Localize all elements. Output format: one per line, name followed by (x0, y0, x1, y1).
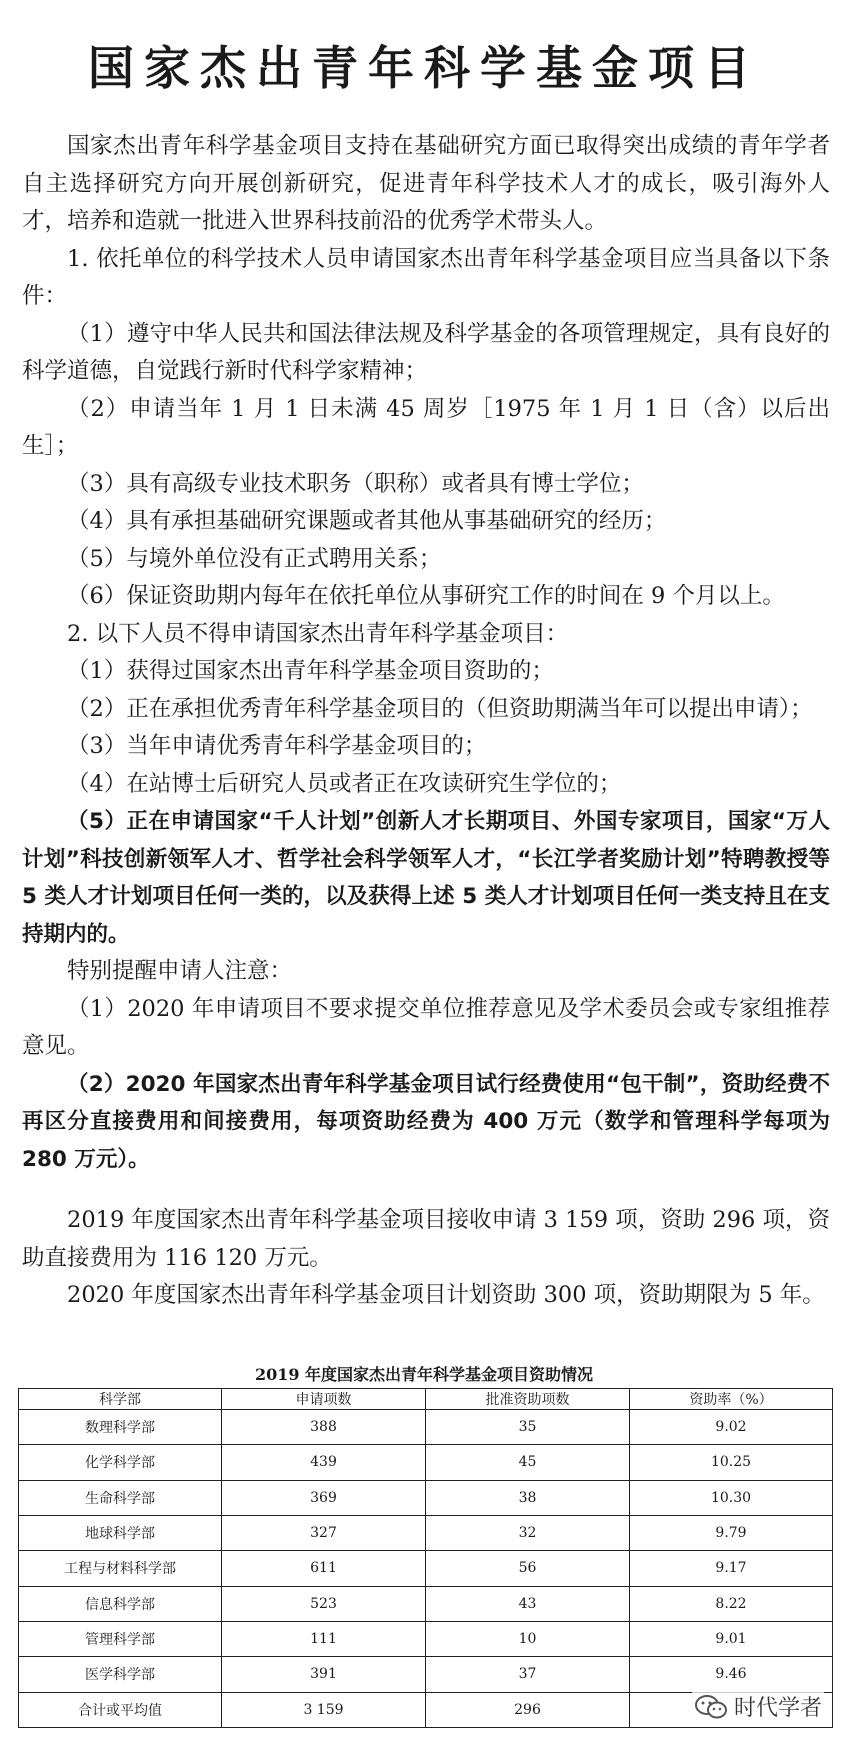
paragraph: 1. 依托单位的科学技术人员申请国家杰出青年科学基金项目应当具备以下条件： (22, 245, 830, 309)
table-cell: 地球科学部 (19, 1515, 222, 1550)
table-row (19, 1586, 833, 1621)
table-row (19, 1445, 833, 1480)
table-cell: 388 (222, 1410, 426, 1445)
paragraph: （5）正在申请国家“千人计划”创新人才长期项目、外国专家项目，国家“万人计划”科技创新领军人才、哲学社会科学领军人才，“长江学者奖励计划”特聘教授等 5 类人才计划项目任何一类的，以及获得上述 5 类人才计划项目任何一类支持且在支持期内的。 (22, 809, 830, 947)
table-cell: 327 (222, 1515, 426, 1550)
paragraph: （5）与境外单位没有正式聘用关系； (67, 545, 442, 572)
table-cell: 8.22 (630, 1586, 833, 1621)
table-cell: 56 (426, 1551, 630, 1586)
table-cell: 43 (426, 1586, 630, 1621)
document-body (22, 128, 830, 1315)
table-cell: 9.79 (630, 1515, 833, 1550)
table-cell: 9.46 (630, 1657, 833, 1692)
table-cell: 医学科学部 (19, 1657, 222, 1692)
table-cell: 3 159 (222, 1692, 426, 1727)
table-cell: 合计或平均值 (19, 1692, 222, 1727)
table-row (19, 1480, 833, 1515)
table-cell: 523 (222, 1586, 426, 1621)
table-cell: 生命科学部 (19, 1480, 222, 1515)
paragraph: 国家杰出青年科学基金项目支持在基础研究方面已取得突出成绩的青年学者自主选择研究方向开展创新研究，促进青年科学技术人才的成长，吸引海外人才，培养和造就一批进入世界科技前沿的优秀学术带头人。 (22, 133, 830, 234)
table-cell: 38 (426, 1480, 630, 1515)
table-title: 2019 年度国家杰出青年科学基金项目资助情况 (254, 1365, 594, 1384)
funding-table (18, 1388, 833, 1728)
table-cell: 工程与材料科学部 (19, 1551, 222, 1586)
paragraph: （2）申请当年 1 月 1 日未满 45 周岁［1975 年 1 月 1 日（含）以后出生］； (22, 395, 830, 459)
table-cell: 296 (426, 1692, 630, 1727)
paragraph: （1）2020 年申请项目不要求提交单位推荐意见及学术委员会或专家组推荐意见。 (22, 995, 830, 1059)
table-cell: 10.25 (630, 1445, 833, 1480)
table-cell: 391 (222, 1657, 426, 1692)
table-cell: 管理科学部 (19, 1621, 222, 1656)
table-cell: 10.30 (630, 1480, 833, 1515)
paragraph: （2）正在承担优秀青年科学基金项目的（但资助期满当年可以提出申请）； (67, 695, 813, 722)
table-cell: 9.01 (630, 1621, 833, 1656)
watermark-text: 时代学者 (733, 1696, 822, 1721)
table-header-cell: 申请项数 (222, 1389, 426, 1410)
paragraph: （3）当年申请优秀青年科学基金项目的； (67, 733, 487, 759)
table-row (19, 1410, 833, 1445)
paragraph: 2020 年度国家杰出青年科学基金项目计划资助 300 项，资助期限为 5 年。 (67, 1282, 825, 1308)
paragraph: （1）获得过国家杰出青年科学基金项目资助的； (67, 658, 554, 684)
paragraph: （2）2020 年国家杰出青年科学基金项目试行经费使用“包干制”，资助经费不再区分直接费用和间接费用，每项资助经费为 400 万元（数学和管理科学每项为 280 万元）。 (22, 1071, 830, 1172)
table-cell: 化学科学部 (19, 1445, 222, 1480)
table-cell: 45 (426, 1445, 630, 1480)
table-header-cell: 资助率（%） (630, 1389, 833, 1410)
table-cell: 35 (426, 1410, 630, 1445)
wechat-icon (694, 1694, 728, 1720)
paragraph: 2019 年度国家杰出青年科学基金项目接收申请 3 159 项，资助 296 项，资助直接费用为 116 120 万元。 (22, 1207, 830, 1271)
table-row (19, 1551, 833, 1586)
table-body (19, 1410, 833, 1728)
table-cell: 数理科学部 (19, 1410, 222, 1445)
table-cell: 9.17 (630, 1551, 833, 1586)
document-title: 国家杰出青年科学基金项目 (88, 41, 760, 95)
paragraph: 2. 以下人员不得申请国家杰出青年科学基金项目： (67, 620, 569, 647)
table-header-cell: 科学部 (19, 1389, 222, 1410)
paragraph: 特别提醒申请人注意： (67, 958, 293, 984)
table-row (19, 1515, 833, 1550)
table-row (19, 1621, 833, 1656)
table-cell: 37 (426, 1657, 630, 1692)
table-header-row (19, 1389, 833, 1410)
paragraph: （4）在站博士后研究人员或者正在攻读研究生学位的； (67, 770, 622, 797)
table-cell: 9.02 (630, 1410, 833, 1445)
table-cell: 611 (222, 1551, 426, 1586)
table-cell: 32 (426, 1515, 630, 1550)
paragraph: （1）遵守中华人民共和国法律法规及科学基金的各项管理规定，具有良好的科学道德，自觉践行新时代科学家精神； (22, 320, 830, 384)
table-cell: 111 (222, 1621, 426, 1656)
table-cell: 信息科学部 (19, 1586, 222, 1621)
watermark (692, 1691, 824, 1722)
table-row (19, 1657, 833, 1692)
paragraph: （4）具有承担基础研究课题或者其他从事基础研究的经历； (67, 508, 667, 534)
table-cell: 10 (426, 1621, 630, 1656)
paragraph: （3）具有高级专业技术职务（职称）或者具有博士学位； (67, 470, 644, 497)
paragraph: （6）保证资助期内每年在依托单位从事研究工作的时间在 9 个月以上。 (67, 583, 785, 609)
table-cell: 369 (222, 1480, 426, 1515)
table-cell: 439 (222, 1445, 426, 1480)
table-header-cell: 批准资助项数 (426, 1389, 630, 1410)
